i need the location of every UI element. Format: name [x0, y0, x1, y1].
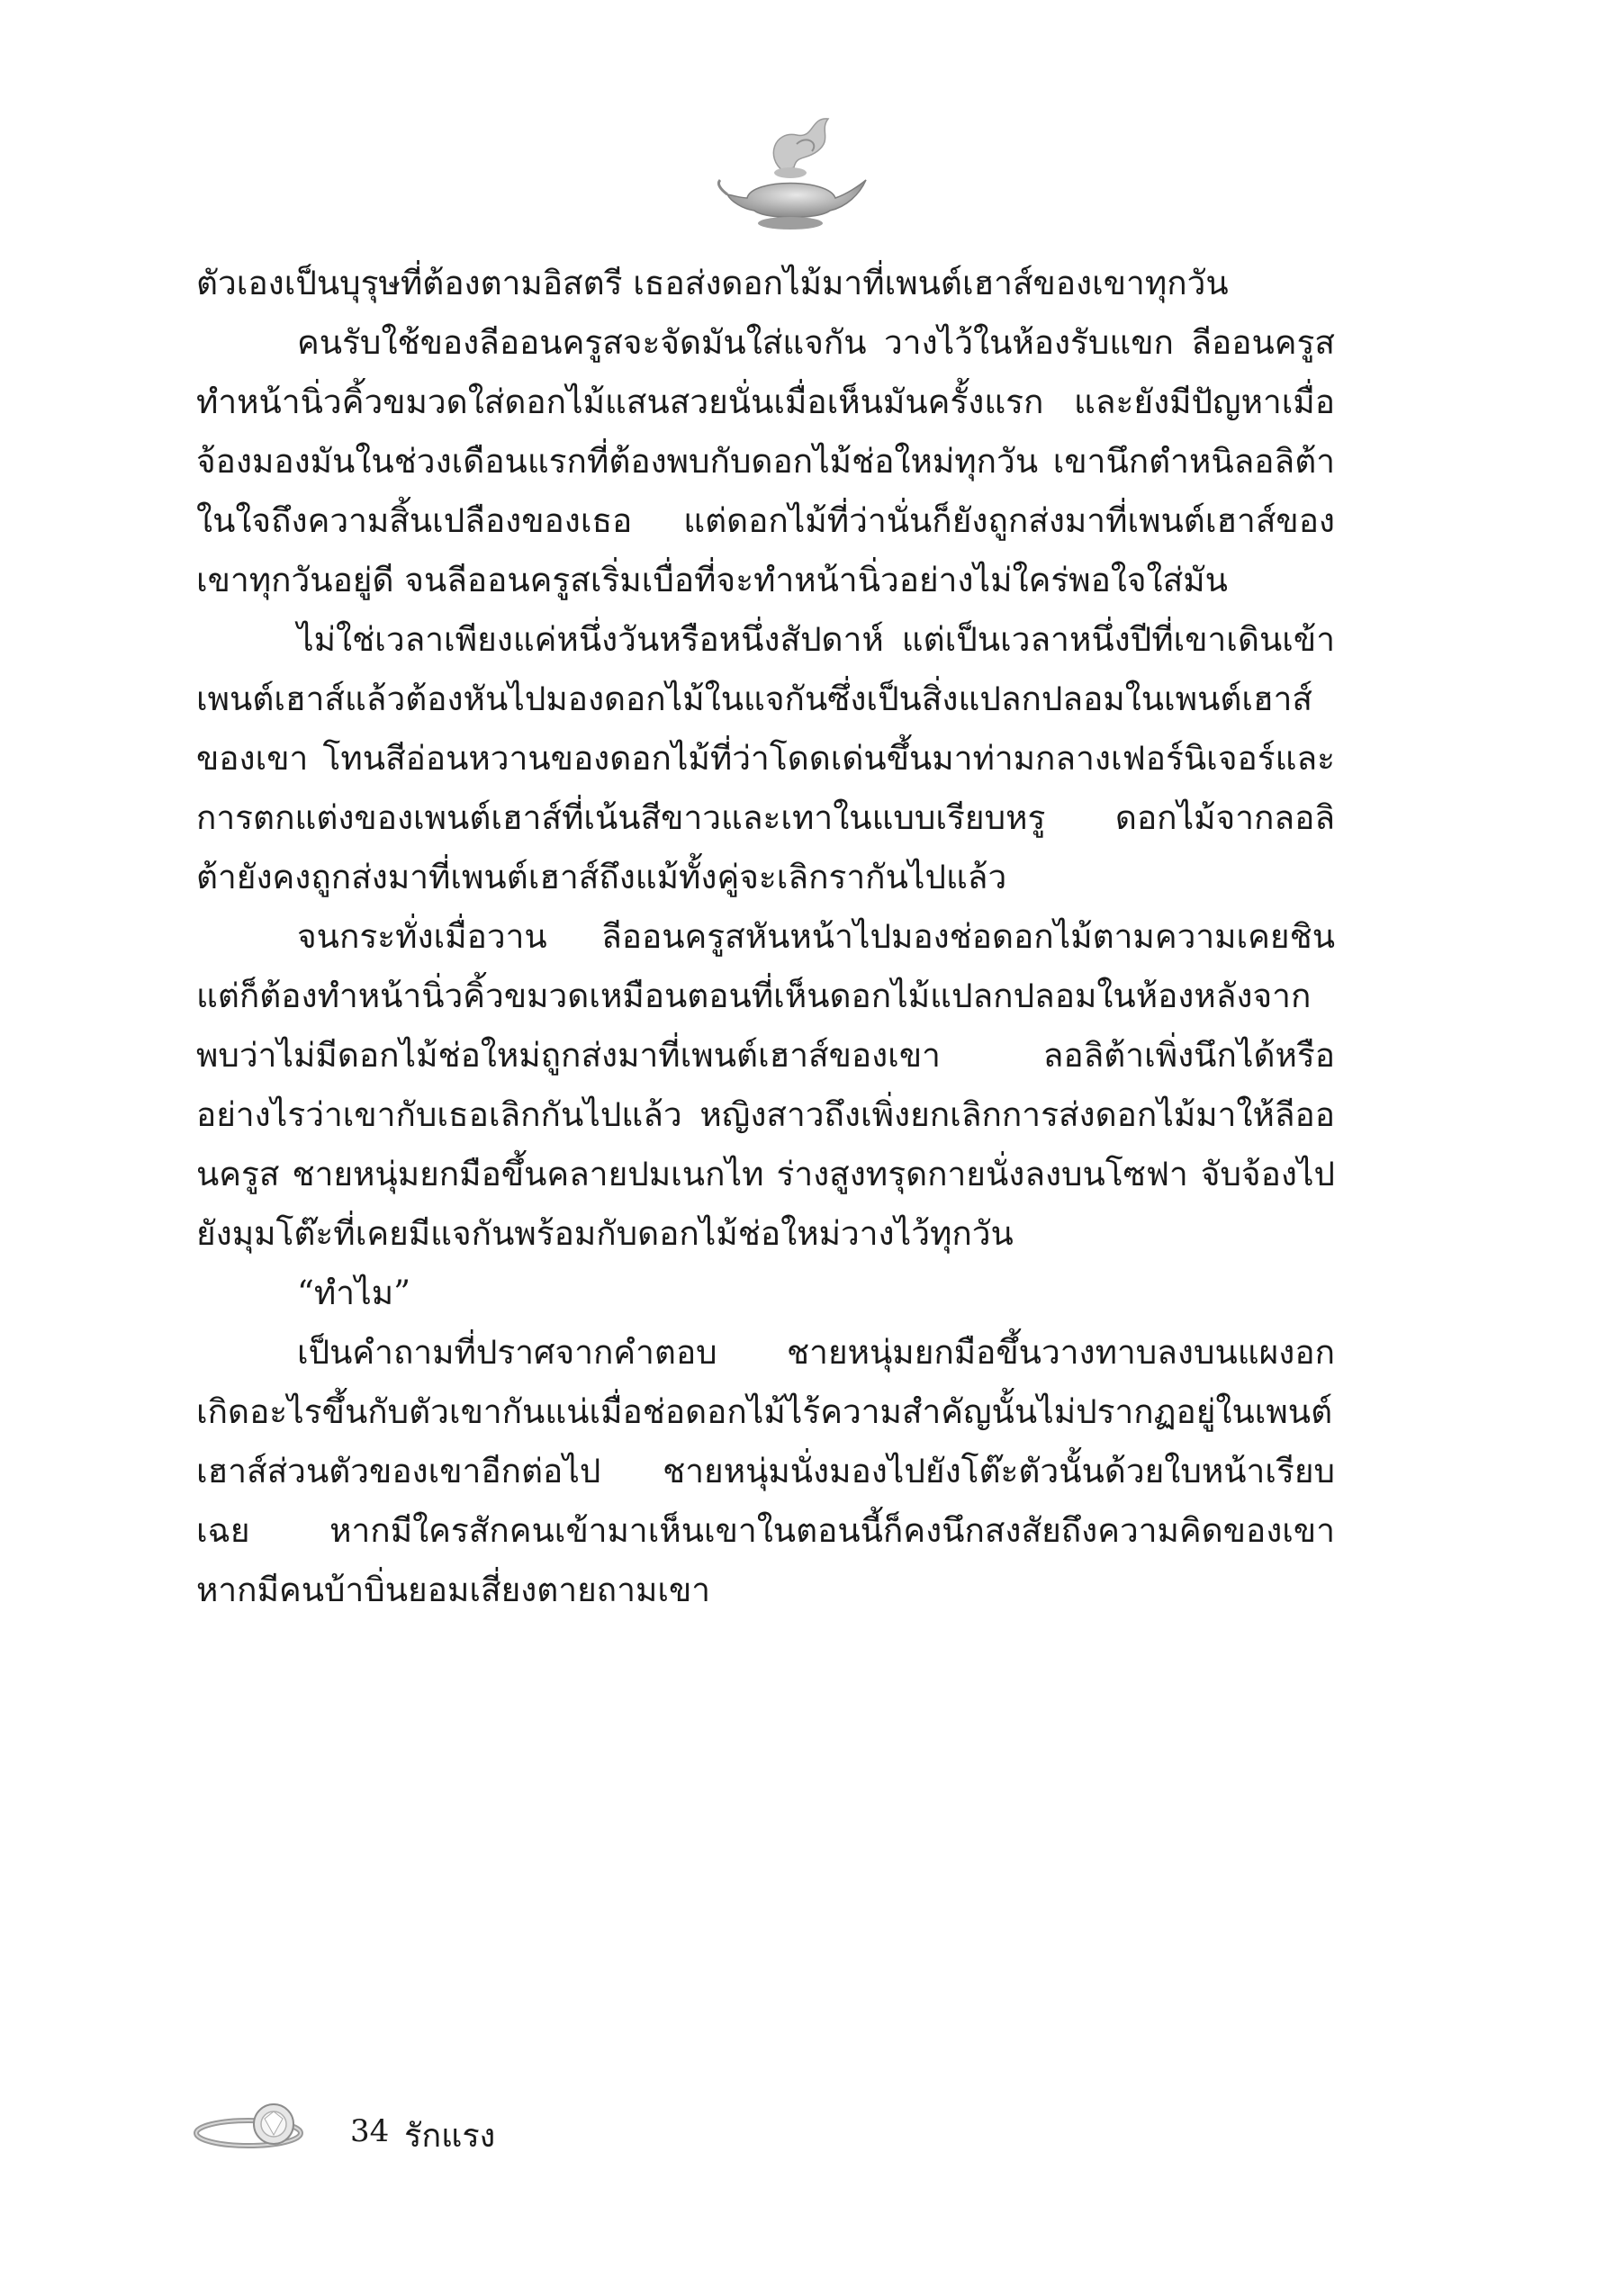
paragraph-6: เป็นคำถามที่ปราศจากคำตอบ ชายหนุ่มยกมือขึ้นวางทาบลงบนแผงอก เกิดอะไรขึ้นกับตัวเขากันแน่เมื่อช่อดอกไม้ไร้ความสำคัญนั้นไม่ปรากฏอยู่ในเพนต์เฮาส์ส่วนตัวของเขาอีกต่อไป ชายหนุ่มนั่งมองไปยังโต๊ะตัวนั้นด้วยใบหน้าเรียบเฉย หากมีใครสักคนเข้ามาเห็นเขาในตอนนี้ก็คงนึกสงสัยถึงความคิดของเขา หากมีคนบ้าบิ่นยอมเสี่ยงตายถามเขา: [196, 1333, 1335, 1609]
paragraph-2: คนรับใช้ของลีออนครูสจะจัดมันใส่แจกัน วางไว้ในห้องรับแขก ลีออนครูสทำหน้านิ่วคิ้วขมวดใส่ดอกไม้แสนสวยนั่นเมื่อเห็นมันครั้งแรก และยังมีปัญหาเมื่อจ้องมองมันในช่วงเดือนแรกที่ต้องพบกับดอกไม้ช่อใหม่ทุกวัน เขานึกตำหนิลอลิต้าในใจถึงความสิ้นเปลืองของเธอ แต่ดอกไม้ที่ว่านั่นก็ยังถูกส่งมาที่เพนต์เฮาส์ของเขาทุกวันอยู่ดี จนลีออนครูสเริ่มเบื่อที่จะทำหน้านิ่วอย่างไม่ใคร่พอใจใส่มัน: [196, 323, 1335, 599]
page-footer: [193, 2086, 733, 2167]
book-title: รักแรง: [404, 2118, 496, 2155]
magic-lamp-icon: [711, 108, 873, 243]
paragraph-4: จนกระทั่งเมื่อวาน ลีออนครูสหันหน้าไปมองช่อดอกไม้ตามความเคยชิน แต่ก็ต้องทำหน้านิ่วคิ้วขมวดเหมือนตอนที่เห็นดอกไม้แปลกปลอมในห้องหลังจากพบว่าไม่มีดอกไม้ช่อใหม่ถูกส่งมาที่เพนต์เฮาส์ของเขา ลอลิต้าเพิ่งนึกได้หรืออย่างไรว่าเขากับเธอเลิกกันไปแล้ว หญิงสาวถึงเพิ่งยกเลิกการส่งดอกไม้มาให้ลีออนครูส ชายหนุ่มยกมือขึ้นคลายปมเนกไท ร่างสูงทรุดกายนั่งลงบนโซฟา จับจ้องไปยังมุมโต๊ะที่เคยมีแจกันพร้อมกับดอกไม้ช่อใหม่วางไว้ทุกวัน: [196, 917, 1335, 1253]
paragraph-5: “ทำไม”: [297, 1274, 410, 1312]
page-number: 34: [350, 2113, 390, 2149]
paragraph-1: ตัวเองเป็นบุรุษที่ต้องตามอิสตรี เธอส่งดอกไม้มาที่เพนต์เฮาส์ของเขาทุกวัน: [196, 264, 1229, 302]
body-text: [196, 254, 1335, 1620]
diamond-ring-icon: [193, 2086, 328, 2167]
paragraph-3: ไม่ใช่เวลาเพียงแค่หนึ่งวันหรือหนึ่งสัปดาห์ แต่เป็นเวลาหนึ่งปีที่เขาเดินเข้าเพนต์เฮาส์แล้วต้องหันไปมองดอกไม้ในแจกันซึ่งเป็นสิ่งแปลกปลอมในเพนต์เฮาส์ของเขา โทนสีอ่อนหวานของดอกไม้ที่ว่าโดดเด่นขึ้นมาท่ามกลางเฟอร์นิเจอร์และการตกแต่งของเพนต์เฮาส์ที่เน้นสีขาวและเทาในแบบเรียบหรู ดอกไม้จากลอลิต้ายังคงถูกส่งมาที่เพนต์เฮาส์ถึงแม้ทั้งคู่จะเลิกรากันไปแล้ว: [196, 620, 1335, 896]
